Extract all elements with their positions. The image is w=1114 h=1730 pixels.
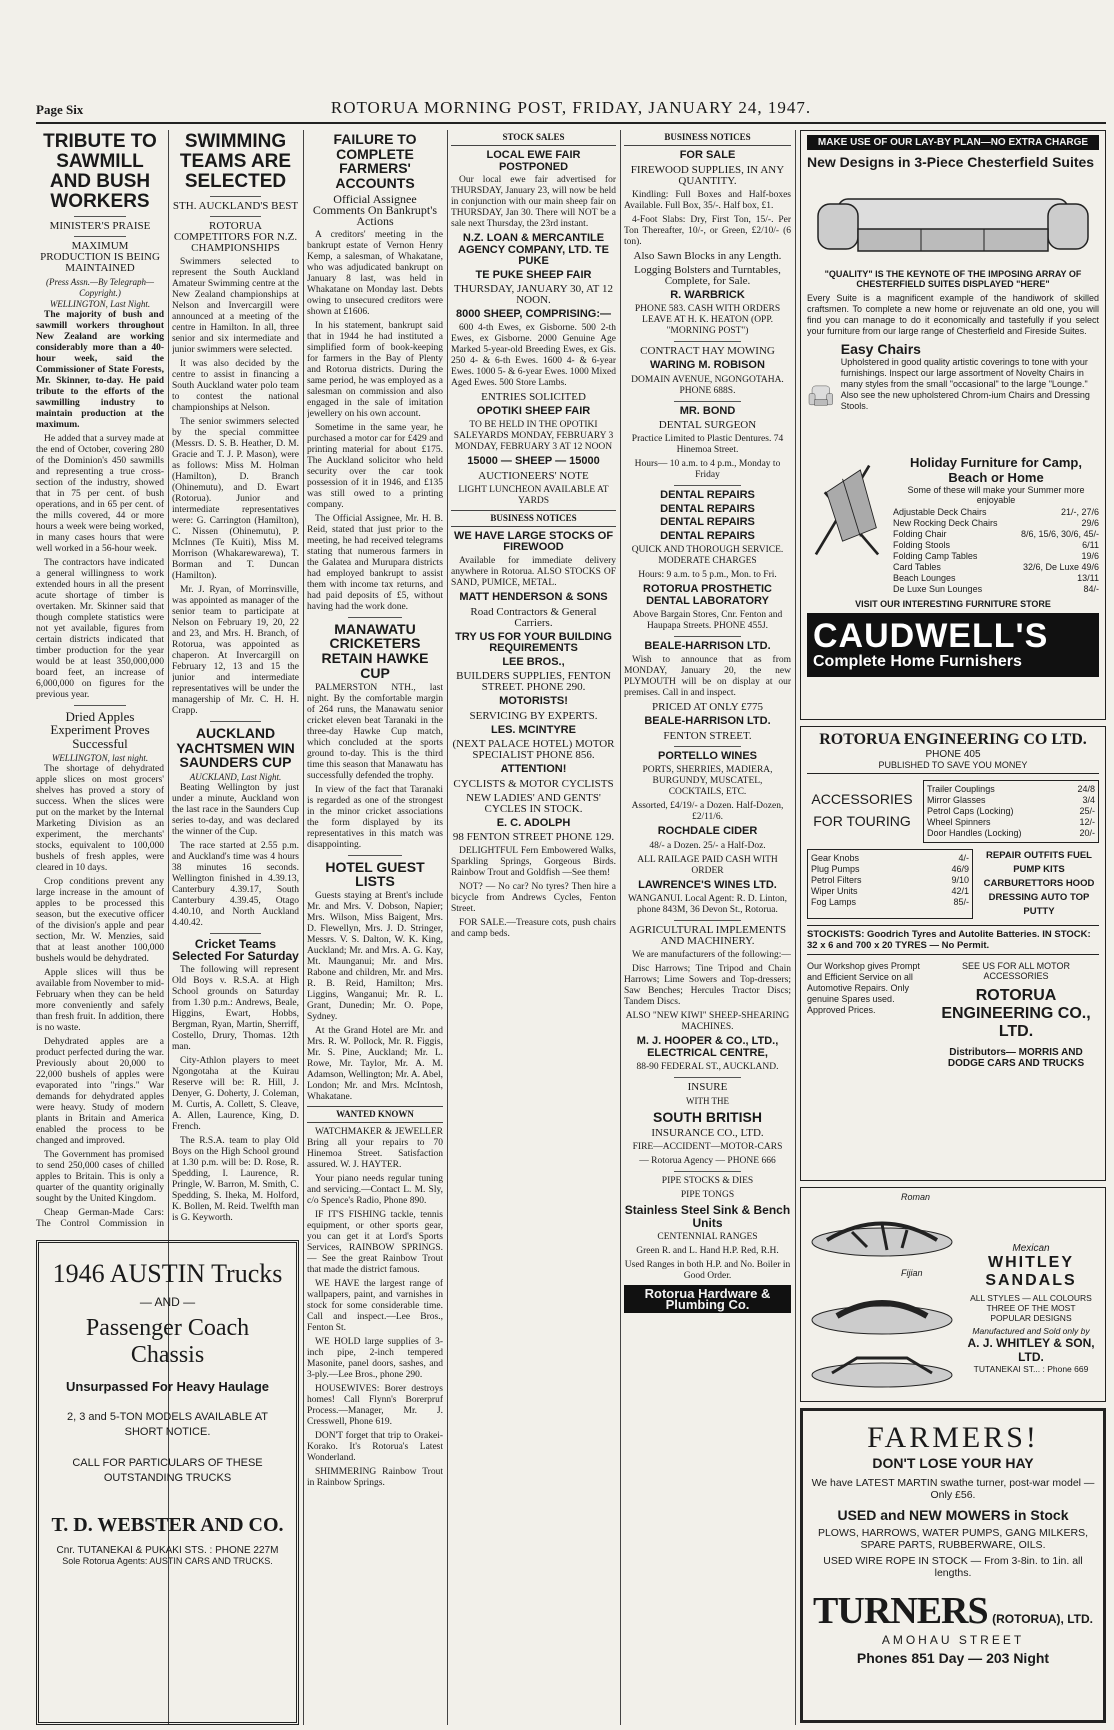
visit-store: VISIT OUR INTERESTING FURNITURE STORE <box>855 599 1051 609</box>
classified-notice: SHIMMERING Rainbow Trout in Rainbow Springs. <box>307 1466 443 1488</box>
farmers-mowers: USED and NEW MOWERS in Stock <box>837 1507 1069 1523</box>
ad-heading: DENTAL REPAIRS <box>660 529 755 542</box>
turners-street: AMOHAU STREET <box>881 1633 1025 1647</box>
item-price: 4/- <box>958 853 969 863</box>
ad-heading: DENTAL REPAIRS <box>660 516 755 529</box>
divider <box>674 636 741 637</box>
ad-text: FIRE—ACCIDENT—MOTOR-CARS <box>632 1141 783 1152</box>
item-price: 84/- <box>1083 584 1099 594</box>
masthead-rule <box>36 122 1106 124</box>
ad-heading: BEALE-HARRISON LTD. <box>644 640 771 653</box>
ad-text: Available for immediate delivery anywhere in Rotorua. ALSO STOCKS OF SAND, PUMICE, METAL. <box>451 556 616 589</box>
ad-text: AGRICULTURAL IMPLEMENTS AND MACHINERY. <box>628 924 787 948</box>
subhead-best: STH. AUCKLAND'S BEST <box>172 199 299 212</box>
ad-text: Wish to announce that as from MONDAY, January 20, the new PLYMOUTH will be on display at our premises. Call in and inspect. <box>624 655 791 699</box>
price-row <box>811 853 969 864</box>
article-paragraph: The majority of bush and sawmill workers throughout New Zealand are working considerably more than a 40-hour week, said the Commissioner of State Forests, Mr. Skinner, to-day. He paid tribute to the efforts of the sawmilling industry to maintain production at the maximum. <box>36 309 164 430</box>
item-price: 6/11 <box>1082 540 1099 550</box>
price-row <box>811 886 969 897</box>
item-name: Beach Lounges <box>893 573 956 583</box>
ad-heading: WARING M. ROBISON <box>650 359 765 372</box>
price-row <box>893 540 1099 551</box>
ad-text: ALSO "NEW KIWI" SHEEP-SHEARING MACHINES. <box>625 1011 790 1033</box>
divider <box>674 401 741 402</box>
rotorua-engineering-ad <box>800 726 1106 1181</box>
price-row <box>893 507 1099 518</box>
article-paragraph: Swimmers selected to represent the South Auckland Amateur Swimming centre at the New Zealand championships at Nelson and Invercargill were announced at a meeting of the centre in Hamilton. In all, three senior and six intermediate and junior swimmers were selected. <box>172 256 299 355</box>
ad-heading: 15000 — SHEEP — 15000 <box>467 455 600 468</box>
price-row <box>893 562 1099 573</box>
subhead-competitors: ROTORUA COMPETITORS FOR N.Z. CHAMPIONSHIPS <box>173 219 298 254</box>
ad-heading: WE HAVE LARGE STOCKS OF FIREWOOD <box>453 529 614 554</box>
ad-heading: MR. BOND <box>679 404 736 417</box>
caudwells-tagline: Complete Home Furnishers <box>813 653 1022 670</box>
divider <box>674 341 741 342</box>
article-paragraph: PALMERSTON NTH., last night. By the comfortable margin of 264 runs, the Manawatu senior cricket eleven beat Taranaki in the three-day Hawke Cup match, which concluded at the sports ground to-day. This is the third time this season that Manawatu has successfully defended the trophy. <box>307 682 443 781</box>
divider <box>210 196 261 197</box>
masthead-title: ROTORUA MORNING POST, FRIDAY, JANUARY 24, 1947. <box>330 98 812 117</box>
article-paragraph: Sometime in the same year, he purchased a motor car for £429 and printing material for about £175. The Auckland solicitor who held security over the car took possession of it in 1946, and £135 was still owed to a printing company. <box>307 422 443 510</box>
column-3 <box>307 130 443 1725</box>
ad-text: CYCLISTS & MOTOR CYCLISTS <box>453 777 614 790</box>
column-rule <box>303 130 304 1725</box>
article-paragraph: It was also decided by the centre to assist in financing a South Auckland water polo team to contest the national championships at Nelson. <box>172 358 299 413</box>
rotorua-engineering-name: ROTORUA ENGINEERING CO., LTD. <box>941 987 1091 1040</box>
headline-sawmill: TRIBUTE TO SAWMILL AND BUSH WORKERS <box>43 131 157 212</box>
ad-text: BUILDERS SUPPLIES, FENTON STREET. PHONE 290. <box>456 670 611 694</box>
article-paragraph: A creditors' meeting in the bankrupt estate of Vernon Henry Kemp, a salesman, of Whakatane, who was adjudicated bankrupt on January 8 last, was held in Whakatane on Monday last. Debts owing to unsecured creditors were shown at £1606. <box>307 229 443 317</box>
item-name: Wiper Units <box>811 886 858 896</box>
caudwells-logo: CAUDWELL'S <box>813 617 1049 655</box>
item-price: 9/10 <box>951 875 969 885</box>
column-rule <box>795 130 796 1725</box>
divider <box>74 216 125 217</box>
ad-text: ENTRIES SOLICITED <box>481 390 586 403</box>
ad-text: WITH THE <box>685 1096 730 1107</box>
deck-chair-illustration <box>807 455 887 565</box>
price-row <box>893 518 1099 529</box>
stock-sales-header: STOCK SALES <box>451 130 616 146</box>
sandal-label: Mexican <box>1012 1243 1050 1254</box>
ad-heading: FOR SALE <box>679 149 736 161</box>
roman-sandal-illustration <box>807 1202 957 1262</box>
article-paragraph: The following will represent Old Boys v. R.S.A. at High School grounds on Saturday from 1.30 p.m.: Andrews, Beale, Higgins, Ewart, Hobbs, Bergman, Ryan, Martin, Sherriff, Costello, Drury, Thomas. 12th man. <box>172 965 299 1053</box>
column-5 <box>624 130 791 1725</box>
divider <box>674 746 741 747</box>
headline-cricket: Cricket Teams Selected For Saturday <box>172 936 299 964</box>
farmers-wire-rope: USED WIRE ROPE IN STOCK — From 3-8in. to 1in. all lengths. <box>823 1555 1083 1579</box>
price-row <box>893 573 1099 584</box>
mexican-sandal-illustration <box>807 1343 957 1393</box>
article-paragraph: The R.S.A. team to play Old Boys on the High School ground at 1.30 p.m. will be: D. Rose, R. Spedding, I. Laurence, R. Pringle, W. Barron, M. Smith, C. Spedding, S. Iheka, M. Holford, K. Bollen, M. Reid. Twelfth man is G. Keyworth. <box>172 1136 299 1224</box>
item-name: Petrol Caps (Locking) <box>927 806 1014 816</box>
article-paragraph: In his statement, bankrupt said that in 1944 he had instituted a simplified form of book-keeping for farmers in the Bay of Plenty and Rotorua districts. During the same period, he was employed as a salesman on commission and also engaged in the sale of imitation jewellery on his own account. <box>307 320 443 419</box>
ad-heading: N.Z. LOAN & MERCANTILE AGENCY COMPANY, LTD. TE PUKE <box>458 232 609 268</box>
ad-heading: BEALE-HARRISON LTD. <box>644 715 771 728</box>
ad-text: WANGANUI. Local Agent: R. D. Linton, phone 843M, 36 Devon St., Rotorua. <box>627 894 788 916</box>
ad-text: Above Bargain Stores, Cnr. Fenton and Haupapa Streets. PHONE 455J. <box>632 610 783 632</box>
ad-heading: LES. MCINTYRE <box>491 723 576 736</box>
turners-farmers-ad <box>800 1408 1106 1723</box>
price-row <box>927 784 1095 795</box>
caudwells-ad <box>800 130 1106 720</box>
headline-swimming: SWIMMING TEAMS ARE SELECTED <box>179 131 292 192</box>
article-paragraph: Apple slices will thus be available from November to mid-February when they can be held more conveniently and safely than fresh fruit. In addition, there is no waste. <box>36 967 164 1033</box>
ad-heading: ATTENTION! <box>500 763 567 776</box>
easy-chairs-text: Upholstered in good quality artistic coverings to tone with your furnishings. Inspect our large assortment of Novelty Chairs in many styles from the small "occasional" to the large "Lounge." Also see the new upholstered Chrom-ium Chairs and Dressing Stools. <box>840 357 1090 411</box>
engineering-title: ROTORUA ENGINEERING CO LTD. <box>819 731 1087 748</box>
ad-text: Logging Bolsters and Turntables, Complete, for Sale. <box>634 263 781 287</box>
price-row <box>893 551 1099 562</box>
ad-text: PHONE 583. CASH WITH ORDERS LEAVE AT H. K. HEATON (OPP. "MORNING POST") <box>634 304 781 337</box>
whitley-address: TUTANEKAI ST... : Phone 669 <box>973 1364 1089 1374</box>
ad-address: Cnr. TUTANEKAI & PUKAKI STS. : PHONE 227M <box>56 1545 279 1556</box>
ad-heading: R. WARBRICK <box>670 288 745 301</box>
article-paragraph: Dehydrated apples are a product perfected during the war. Previously about 20,000 to 22,000 bushels of apples were evaporated into "rings." War demands for dehydrated apples were heavy. Study of modern plants in Britain and America enabled the process to be changed and improved. <box>36 1036 164 1146</box>
ad-text: 98 FENTON STREET PHONE 129. <box>452 831 615 844</box>
item-price: 24/8 <box>1077 784 1095 794</box>
wanted-known-header: WANTED KNOWN <box>307 1106 443 1123</box>
austin-trucks-ad <box>36 1240 299 1725</box>
ad-text: 88-90 FEDERAL ST., AUCKLAND. <box>636 1062 779 1073</box>
holiday-subtitle: Some of these will make your Summer more enjoyable <box>907 485 1085 505</box>
ad-heading: LAWRENCE'S WINES LTD. <box>638 878 777 891</box>
farmers-list: PLOWS, HARROWS, WATER PUMPS, GANG MILKERS, SPARE PARTS, RUBBERWARE, OILS. <box>817 1527 1089 1551</box>
divider <box>74 705 125 706</box>
classified-notice: WATCHMAKER & JEWELLER Bring all your repairs to 70 Hinemoa Street. Satisfaction assured. W. J. HAYTER. <box>307 1126 443 1170</box>
ad-text: Hours: 9 a.m. to 5 p.m., Mon. to Fri. <box>638 570 777 581</box>
ad-heading: DENTAL REPAIRS <box>660 502 755 515</box>
column-2 <box>172 130 299 1230</box>
article-paragraph: City-Athlon players to meet Ngongotaha at the Kuirau Reserve will be: R. Hill, J. Denyer, G. Doherty, J. Coleman, M. Curtis, A. Collett, S. Cleave, A. Allen, Laurence, King, D. French. <box>172 1056 299 1133</box>
column-rule <box>447 130 448 1725</box>
price-row <box>927 806 1095 817</box>
repair-list: REPAIR OUTFITS FUEL PUMP KITS CARBURETTORS HOOD DRESSING AUTO TOP PUTTY <box>983 850 1095 917</box>
item-price: 3/4 <box>1082 795 1095 805</box>
ad-text: — Rotorua Agency — PHONE 666 <box>639 1155 776 1166</box>
item-name: Wheel Spinners <box>927 817 991 827</box>
headline-failure: FAILURE TO COMPLETE FARMERS' ACCOUNTS <box>333 131 417 192</box>
price-row <box>927 817 1095 828</box>
article-paragraph: The race started at 2.55 p.m. and Auckland's time was 4 hours 38 minutes 16 seconds. Wellington finished in 4.39.13, Canterbury 4.39.17, South Canterbury 4.39.45, Otago 4.40.10, and North Auckland 4.40.42. <box>172 840 299 928</box>
whitley-company: A. J. WHITLEY & SON, LTD. <box>967 1336 1095 1364</box>
article-paragraph: The Government has promised to send 250,000 cases of chilled apples to Britain. This is only a quarter of the quantity originally sought by the United Kingdom. <box>36 1149 164 1204</box>
item-price: 32/6, De Luxe 49/6 <box>1022 562 1099 572</box>
item-name: Gear Knobs <box>811 853 860 863</box>
item-name: De Luxe Sun Lounges <box>893 584 983 594</box>
quality-text: Every Suite is a magnificent example of the handiwork of skilled craftsmen. To complete a new home or rejuvenate an old one, you will find you can manage to do it economically and tastefully if you select your furniture from our large range of Chesterfield and Fireside Suites. <box>807 293 1099 336</box>
item-name: Fog Lamps <box>811 897 857 907</box>
hardware-banner: Rotorua Hardware & Plumbing Co. <box>624 1285 791 1313</box>
press-credit: (Press Assn.—By Telegraph—Copyright.) <box>46 276 154 298</box>
ad-text: 600 4-th Ewes, ex Gisborne. 500 2-th Ewes, ex Gisborne. 2000 Genuine Age Marked 5-year-old Breeding Ewes, ex Gis. 250 4- & 6-th Ewes. 1600 4- & 6-year Ewes. 1000 5- & 6-year Ewes. 1000 Mixed Aged Ewes. 500 Store Lambs. <box>451 322 616 388</box>
ad-text: INSURANCE CO., LTD. <box>651 1126 764 1139</box>
distributors: Distributors— MORRIS AND DODGE CARS AND TRUCKS <box>947 1047 1085 1069</box>
ad-text: ALL RAILAGE PAID CASH WITH ORDER <box>637 854 778 876</box>
ad-heading: ROCHDALE CIDER <box>657 825 758 838</box>
ad-heading: LOCAL EWE FAIR POSTPONED <box>486 149 581 173</box>
dateline: AUCKLAND, Last Night. <box>189 771 282 782</box>
classified-notice: NOT? — No car? No tyres? Then hire a bicycle from Andrews Cycles, Fenton Street. <box>451 882 616 915</box>
ad-text: Kindling: Full Boxes and Half-boxes Available. Full Box, 35/-. Half box, £1. <box>624 189 791 211</box>
page-number: Page Six <box>36 102 84 117</box>
ad-heading: 8000 SHEEP, COMPRISING:— <box>455 308 612 321</box>
column-4 <box>451 130 616 1725</box>
ad-text: Assorted, £4/19/- a Dozen. Half-Dozen, £2/11/6. <box>631 801 784 823</box>
ad-text: (NEXT PALACE HOTEL) MOTOR SPECIALIST PHONE 856. <box>452 738 615 762</box>
ad-text: 48/- a Dozen. 25/- a Half-Doz. <box>649 840 766 851</box>
ad-text: Our local ewe fair advertised for THURSDAY, January 23, will now be held in conjunction with our main sheep fair on THURSDAY, Jan 30. There will NOT be a sale next Thursday, the 23rd instant. <box>451 175 616 230</box>
engineering-published: PUBLISHED TO SAVE YOU MONEY <box>807 760 1099 774</box>
ad-text: Used Ranges in both H.P. and No. Boiler in Good Order. <box>624 1260 791 1282</box>
classified-notice: Your piano needs regular tuning and servicing.—Contact L. M. Sly, c/o Spence's Radio, Phone 890. <box>307 1173 443 1206</box>
item-price: 29/6 <box>1081 518 1099 528</box>
ad-text: QUICK AND THOROUGH SERVICE. MODERATE CHARGES <box>631 545 784 567</box>
ad-text: CONTRACT HAY MOWING <box>640 345 775 358</box>
divider <box>348 855 402 856</box>
right-adverts <box>800 130 1106 1725</box>
ad-line: Passenger Coach Chassis <box>85 1315 250 1368</box>
ad-text: CENTENNIAL RANGES <box>657 1232 758 1243</box>
ad-text: PORTS, SHERRIES, MADIERA, BURGUNDY, MUSCATEL, COCKTAILS, ETC. <box>642 765 773 798</box>
article-paragraph: Crop conditions prevent any large increase in the amount of apples to be processed this season, but the executive officer of the division's apple and pear section, Mr. W. Menzies, said that at least another 100,000 bushels would be dehydrated. <box>36 876 164 964</box>
classified-notice: DELIGHTFUL Fern Embowered Walks, Sparkling Springs, Gorgeous Birds. Rainbow Trout and Goldfish —See them! <box>451 846 616 879</box>
caudwells-banner <box>807 613 1099 677</box>
ad-heading: MATT HENDERSON & SONS <box>459 591 608 604</box>
item-name: Petrol Filters <box>811 875 862 885</box>
classified-notice: WE HAVE the largest range of wallpapers, paint, and varnishes in stock for some considerable time. Call and inspect.—Lee Bros., Fenton St. <box>307 1278 443 1333</box>
item-price: 12/- <box>1079 817 1095 827</box>
sandal-label: Fijian <box>901 1268 923 1278</box>
price-row <box>811 875 969 886</box>
divider <box>674 920 741 921</box>
turners-phones: Phones 851 Day — 203 Night <box>856 1650 1050 1666</box>
ad-text: PIPE TONGS <box>680 1189 735 1200</box>
fijian-sandal-illustration <box>807 1280 957 1340</box>
holiday-title: Holiday Furniture for Camp, Beach or Home <box>910 455 1082 485</box>
price-row <box>893 584 1099 595</box>
ad-heading: TRY US FOR YOUR BUILDING REQUIREMENTS <box>455 630 612 655</box>
headline-dried-apples: Dried Apples Experiment Proves Successful <box>50 708 150 752</box>
headline-hotel: HOTEL GUEST LISTS <box>325 858 425 890</box>
ad-heading: Stainless Steel Sink & Bench Units <box>624 1202 791 1230</box>
ad-text: FENTON STREET. <box>663 729 752 742</box>
ad-text: NEW LADIES' AND GENTS' CYCLES IN STOCK. <box>466 791 601 815</box>
layby-banner: MAKE USE OF OUR LAY-BY PLAN—NO EXTRA CHARGE <box>807 135 1099 150</box>
item-name: Card Tables <box>893 562 941 572</box>
quality-heading: "QUALITY" IS THE KEYNOTE OF THE IMPOSING ARRAY OF CHESTERFIELD SUITES DISPLAYED "HERE" <box>824 269 1082 289</box>
article-paragraph: The Official Assignee, Mr. H. B. Reid, stated that just prior to the meeting, he had received telegrams stating that numerous farmers in the Galatea and Murupara districts had employed bankrupt to assist them with income tax returns, and had paid deposits of £5, without having had the work done. <box>307 513 443 612</box>
classified-notice: IF IT'S FISHING tackle, tennis equipment, or other sports gear, you can get it at Lord's Sports Services, RAINBOW SPRINGS. — See the great Rainbow Trout that made the district famous. <box>307 1209 443 1275</box>
item-price: 85/- <box>953 897 969 907</box>
divider <box>674 1171 741 1172</box>
ad-heading: SOUTH BRITISH <box>653 1109 762 1126</box>
article-paragraph: The senior swimmers selected by the special committee (Messrs. D. S. B. Heather, D. M. Gracie and T. J. P. Mason), were as follows: Miss M. Holman (Hamilton), D. Branch (Ohinemutu), and D. Ewart (Rotorua). Junior and intermediate representatives were: G. Carrington (Hamilton), C. Nissen (Ohinemutu), P. McInnes (Te Kuiti), Miss M. Morrison (Whakarewarewa), T. Borman and T. Duncan (Hamilton). <box>172 416 299 581</box>
item-price: 42/1 <box>951 886 969 896</box>
whitley-made: Manufactured and Sold only by <box>972 1326 1090 1336</box>
price-row <box>811 864 969 875</box>
accessories-heading: ACCESSORIES FOR TOURING <box>811 791 913 829</box>
divider <box>348 617 402 618</box>
article-paragraph: Cheap German-Made Cars: The Control Commission in <box>36 1207 164 1229</box>
item-price: 25/- <box>1079 806 1095 816</box>
column-1 <box>36 130 164 1230</box>
dateline: WELLINGTON, Last Night. <box>49 298 151 309</box>
sofa-title: New Designs in 3-Piece Chesterfield Suites <box>807 154 1095 170</box>
item-name: Folding Stools <box>893 540 951 550</box>
item-price: 8/6, 15/6, 30/6, 45/- <box>1020 529 1099 539</box>
ad-line: 1946 AUSTIN Trucks <box>52 1259 283 1288</box>
item-name: Mirror Glasses <box>927 795 986 805</box>
easy-chair-illustration <box>807 341 835 451</box>
ad-text: INSURE <box>687 1081 728 1094</box>
farmers-heading: FARMERS! <box>867 1421 1039 1454</box>
item-price: 13/11 <box>1077 573 1099 583</box>
whitley-sandals-ad <box>800 1187 1106 1402</box>
ad-heading: DENTAL REPAIRS <box>660 489 755 502</box>
turners-suffix: (ROTORUA), LTD. <box>992 1612 1093 1626</box>
article-paragraph: Guests staying at Brent's include Mr. and Mrs. V. Dobson, Napier; Mrs. Wilson, Miss Baigent, Mrs. D. Flewellyn, Mrs. J. D. Stringer, Messrs. V. S. Dalton, W. K. King, Auckland; Mr. and Mrs. A. G. Kay, Mt. Maunganui; Mr. and Mrs. Rabone and children, Mr. and Mrs. R. B. Reid, Hamilton; Mrs. Liggins, Wanganui; Mr. R. L. Grant, Dunedin; Mr. O. Pope, Sydney. <box>307 890 443 1022</box>
divider <box>674 1077 741 1078</box>
dateline: WELLINGTON, last night. <box>51 752 149 763</box>
ad-line: 2, 3 and 5-TON MODELS AVAILABLE AT SHORT NOTICE. <box>67 1411 268 1438</box>
workshop-text: Our Workshop gives Prompt and Efficient Service on all Automotive Repairs. Only genuine Spares used. Approved Prices. <box>807 961 920 1015</box>
divider <box>74 236 125 237</box>
ad-text: Practice Limited to Plastic Dentures. 74 Hinemoa Street. <box>631 434 784 456</box>
item-price: 21/-, 27/6 <box>1060 507 1099 517</box>
ad-heading: LEE BROS., <box>502 655 565 668</box>
divider <box>674 485 741 486</box>
classified-notice: HOUSEWIVES: Borer destroys homes! Call Flynn's Borerpruf Process.—Manager, Mr. J. Cresswell, Phone 619. <box>307 1383 443 1427</box>
item-price: 46/9 <box>951 864 969 874</box>
price-row <box>893 529 1099 540</box>
subhead-production: MAXIMUM PRODUCTION IS BEING MAINTAINED <box>40 239 160 274</box>
item-name: Folding Camp Tables <box>893 551 978 561</box>
ad-text: DENTAL SURGEON <box>658 419 757 432</box>
ad-heading: MOTORISTS! <box>499 695 568 708</box>
ad-text: Disc Harrows; Tine Tripod and Chain Harrows; Lime Sowers and Top-dressers; Saw Benches; Hercules Tractor Discs; Tandem Discs. <box>624 964 791 1008</box>
ad-text: We are manufacturers of the following:— <box>632 950 791 961</box>
ad-text: Road Contractors & General Carriers. <box>470 605 597 629</box>
price-row <box>811 897 969 908</box>
article-paragraph: Beating Wellington by just under a minute, Auckland won the last race in the Saunders Cup series to-day, and was declared the winner of the Cup. <box>172 782 299 837</box>
item-name: New Rocking Deck Chairs <box>893 518 998 528</box>
easy-chairs-title: Easy Chairs <box>840 341 921 357</box>
divider <box>210 721 261 722</box>
ad-line: Unsurpassed For Heavy Haulage <box>65 1379 270 1394</box>
whitley-subtitle: ALL STYLES — ALL COLOURS THREE OF THE MOST POPULAR DESIGNS <box>970 1293 1092 1323</box>
ad-company: T. D. WEBSTER AND CO. <box>51 1514 284 1536</box>
article-paragraph: At the Grand Hotel are Mr. and Mrs. R. W. Pollock, Mr. R. Figgis, Mr. S. Pine, Auckland; Mr. L. Rowe, Mr. Taylor, Mr. A. M. Adamson, Wellington; Mr. A. Abel, London; Mr. and Mrs. McIntosh, Whakatane. <box>307 1025 443 1102</box>
ad-heading: PORTELLO WINES <box>658 749 757 762</box>
business-notices-header: BUSINESS NOTICES <box>451 510 616 527</box>
ad-line: CALL FOR PARTICULARS OF THESE OUTSTANDING TRUCKS <box>72 1457 263 1484</box>
article-paragraph: The shortage of dehydrated apple slices on most grocers' shelves has proved a story of success. When the slices were put on the market by the Internal Marketing Division as an experiment, the merchants' stocks, equivalent to 100,000 bushels of fresh apples, were cleared in 10 days. <box>36 763 164 873</box>
business-notices-header: BUSINESS NOTICES <box>624 130 791 146</box>
classified-notice: DON'T forget that trip to Orakei-Korako. It's Rotorua's Latest Wonderland. <box>307 1430 443 1463</box>
headline-yachtsmen: AUCKLAND YACHTSMEN WIN SAUNDERS CUP <box>176 724 295 771</box>
classified-notice: WE HOLD large supplies of 3-inch pipe, 2-inch tempered Masonite, panel doors, sashes, and 3-ply.—Lee Bros., phone 290. <box>307 1336 443 1380</box>
article-paragraph: In view of the fact that Taranaki is regarded as one of the strongest in the minor cricket associations the form displayed by its representatives in this match was disappointing. <box>307 784 443 850</box>
whitley-title: WHITLEY SANDALS <box>985 1254 1077 1289</box>
see-us: SEE US FOR ALL MOTOR ACCESSORIES <box>961 961 1071 981</box>
sandal-label: Roman <box>901 1192 931 1202</box>
subhead-assignee: Official Assignee Comments On Bankrupt's Actions <box>312 191 438 228</box>
subhead-minister: MINISTER'S PRAISE <box>49 219 151 232</box>
classified-notice: FOR SALE.—Treasure cots, push chairs and camp beds. <box>451 918 616 940</box>
article-paragraph: The contractors have indicated a general willingness to work extended hours in all the present acute shortage of timber is overtaken. Mr. Skinner said that though complete statistics were not yet available, figures from certain districts indicated that timber production for the year would be at least 350,000,000 board feet, an increase of 6,000,000 on figures for the previous year. <box>36 557 164 700</box>
item-name: Door Handles (Locking) <box>927 828 1022 838</box>
ad-text: Hours— 10 a.m. to 4 p.m., Monday to Friday <box>634 459 781 481</box>
stockists: STOCKISTS: Goodrich Tyres and Autolite Batteries. IN STOCK: 32 x 6 and 700 x 20 TYRES — No Permit. <box>807 925 1099 955</box>
ad-heading: OPOTIKI SHEEP FAIR <box>476 404 591 417</box>
item-price: 20/- <box>1079 828 1095 838</box>
ad-text: THURSDAY, JANUARY 30, AT 12 NOON. <box>454 283 613 307</box>
engineering-phone: PHONE 405 <box>925 749 981 760</box>
ad-heading: M. J. HOOPER & CO., LTD., ELECTRICAL CENTRE, <box>636 1035 779 1059</box>
ad-text: Green R. and L. Hand H.P. Red, R.H. <box>636 1246 779 1257</box>
article-paragraph: Mr. J. Ryan, of Morrinsville, was appointed as manager of the senior team to participate at Nelson on February 19, 20, 22 and 23, and Mrs. H. Branch, of Rotorua, was appointed as chaperon. At Invercargill on February 12, 13 and 15 the junior and intermediate representatives will be under the managership of Mr. C. H. H. Crapp. <box>172 584 299 716</box>
ad-text: FIREWOOD SUPPLIES, IN ANY QUANTITY. <box>630 163 785 187</box>
ad-line: — AND — <box>139 1295 196 1309</box>
price-row <box>927 828 1095 839</box>
item-name: Trailer Couplings <box>927 784 995 794</box>
article-paragraph: He added that a survey made at the end of October, covering 280 of the Dominion's 450 sawmills and representing a true cross-section of the industry, showed that in 75 per cent. of bush operations, and in 65 per cent. of the mills covered, 44 or more hours a week were being worked, in many cases hours that were well worked in a 56-hour week. <box>36 433 164 554</box>
price-row <box>927 795 1095 806</box>
ad-heading: E. C. ADOLPH <box>496 816 571 829</box>
item-price: 19/6 <box>1081 551 1099 561</box>
ad-text: LIGHT LUNCHEON AVAILABLE AT YARDS <box>458 484 609 506</box>
item-name: Folding Chair <box>893 529 947 539</box>
turners-logo: TURNERS <box>813 1590 988 1632</box>
ad-text: TO BE HELD IN THE OPOTIKI SALEYARDS MONDAY, FEBRUARY 3 MONDAY, FEBRUARY 3 AT 12 NOON <box>453 420 614 453</box>
farmers-subheading: DON'T LOSE YOUR HAY <box>872 1455 1034 1471</box>
ad-text: 4-Foot Slabs: Dry, First Ton, 15/-. Per Ton Thereafter, 10/-, or Green, £2/10/- (6 ton). <box>624 214 791 247</box>
ad-text: Also Sawn Blocks in any Length. <box>633 249 782 262</box>
item-name: Adjustable Deck Chairs <box>893 507 987 517</box>
ad-heading: ROTORUA PROSTHETIC DENTAL LABORATORY <box>643 583 772 607</box>
ad-text: SERVICING BY EXPERTS. <box>469 709 598 722</box>
ad-text: DOMAIN AVENUE, NGONGOTAHA. PHONE 688S. <box>631 374 784 396</box>
column-rule <box>620 130 621 1725</box>
divider <box>210 216 261 217</box>
item-name: Plug Pumps <box>811 864 860 874</box>
chesterfield-sofa-illustration <box>807 174 1099 264</box>
ad-text: PRICED AT ONLY £775 <box>651 701 764 714</box>
ad-heading: TE PUKE SHEEP FAIR <box>475 268 592 281</box>
ad-agents: Sole Rotorua Agents: AUSTIN CARS AND TRUCKS. <box>62 1556 273 1566</box>
headline-manawatu: MANAWATU CRICKETERS RETAIN HAWKE CUP <box>321 620 429 681</box>
ad-text: AUCTIONEERS' NOTE <box>478 469 589 482</box>
farmers-text: We have LATEST MARTIN swathe turner, post-war model — Only £56. <box>811 1477 1095 1501</box>
masthead <box>36 98 1106 120</box>
ad-text: PIPE STOCKS & DIES <box>661 1175 754 1186</box>
divider <box>210 933 261 934</box>
